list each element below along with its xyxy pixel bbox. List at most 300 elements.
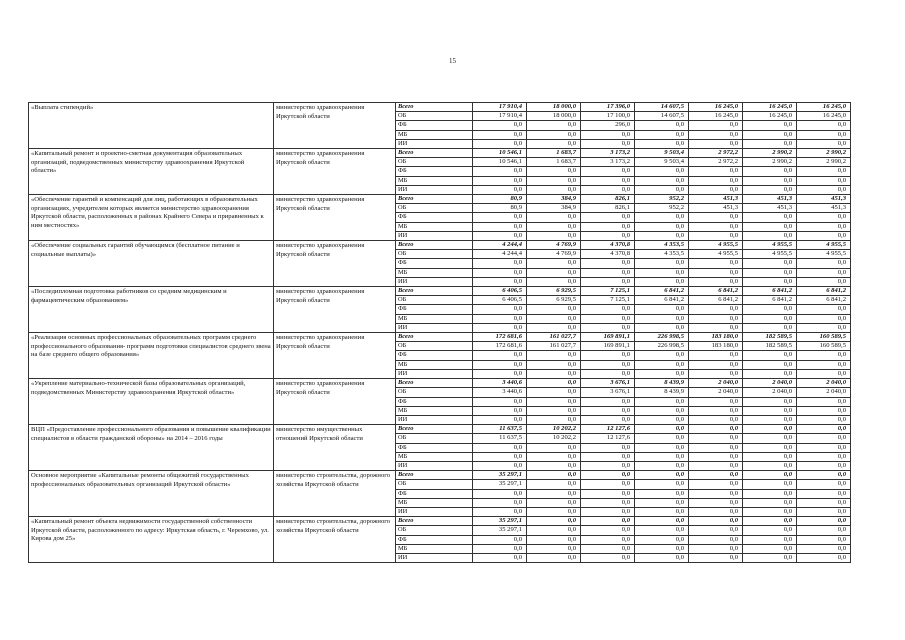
amount-cell: 0,0 — [797, 323, 851, 332]
amount-cell: 0,0 — [527, 443, 581, 452]
amount-cell: 2 040,0 — [689, 379, 743, 388]
amount-cell: 0,0 — [797, 360, 851, 369]
amount-cell: 0,0 — [473, 397, 527, 406]
amount-cell: 0,0 — [581, 526, 635, 535]
amount-cell: 0,0 — [797, 130, 851, 139]
amount-cell: 12 127,6 — [581, 434, 635, 443]
table-row — [29, 471, 851, 480]
amount-cell: 0,0 — [635, 443, 689, 452]
funding-source-cell: ИИ — [396, 461, 473, 470]
amount-cell: 0,0 — [527, 507, 581, 516]
amount-cell: 0,0 — [743, 498, 797, 507]
amount-cell: 0,0 — [635, 553, 689, 562]
funding-source-cell: ФБ — [396, 443, 473, 452]
amount-cell: 0,0 — [743, 176, 797, 185]
executor-cell: министерство здравоохранения Иркутской области — [274, 333, 396, 379]
amount-cell: 0,0 — [635, 323, 689, 332]
amount-cell: 0,0 — [473, 176, 527, 185]
amount-cell: 0,0 — [797, 121, 851, 130]
executor-cell: министерство здравоохранения Иркутской области — [274, 287, 396, 333]
amount-cell: 0,0 — [797, 425, 851, 434]
amount-cell: 0,0 — [743, 139, 797, 148]
amount-cell: 35 297,1 — [473, 517, 527, 526]
amount-cell: 0,0 — [743, 415, 797, 424]
amount-cell: 0,0 — [743, 425, 797, 434]
amount-cell: 0,0 — [635, 471, 689, 480]
amount-cell: 4 955,5 — [743, 250, 797, 259]
amount-cell: 0,0 — [689, 351, 743, 360]
amount-cell: 182 589,5 — [743, 333, 797, 342]
amount-cell: 0,0 — [581, 369, 635, 378]
amount-cell: 0,0 — [743, 277, 797, 286]
amount-cell: 0,0 — [581, 397, 635, 406]
amount-cell: 0,0 — [743, 406, 797, 415]
amount-cell: 10 202,2 — [527, 434, 581, 443]
amount-cell: 0,0 — [635, 397, 689, 406]
amount-cell: 8 439,9 — [635, 379, 689, 388]
funding-source-cell: ФБ — [396, 489, 473, 498]
executor-cell: министерство здравоохранения Иркутской области — [274, 149, 396, 195]
funding-source-cell: ИИ — [396, 323, 473, 332]
amount-cell: 0,0 — [635, 277, 689, 286]
amount-cell: 0,0 — [527, 360, 581, 369]
amount-cell: 16 245,0 — [689, 112, 743, 121]
amount-cell: 826,1 — [581, 195, 635, 204]
executor-cell: министерство строительства, дорожного хозяйства Иркутской области — [274, 471, 396, 517]
amount-cell: 0,0 — [797, 213, 851, 222]
amount-cell: 0,0 — [797, 471, 851, 480]
amount-cell: 0,0 — [473, 489, 527, 498]
amount-cell: 0,0 — [635, 425, 689, 434]
amount-cell: 11 637,5 — [473, 434, 527, 443]
amount-cell: 17 910,4 — [473, 103, 527, 112]
amount-cell: 6 841,2 — [743, 296, 797, 305]
amount-cell: 0,0 — [581, 471, 635, 480]
executor-cell: министерство здравоохранения Иркутской области — [274, 241, 396, 287]
funding-source-cell: МБ — [396, 222, 473, 231]
funding-source-cell: Всего — [396, 379, 473, 388]
amount-cell: 6 841,2 — [743, 287, 797, 296]
amount-cell: 0,0 — [473, 185, 527, 194]
funding-source-cell: ОБ — [396, 388, 473, 397]
amount-cell: 0,0 — [581, 185, 635, 194]
amount-cell: 2 972,2 — [689, 149, 743, 158]
amount-cell: 0,0 — [689, 517, 743, 526]
funding-source-cell: ИИ — [396, 231, 473, 240]
amount-cell: 0,0 — [527, 222, 581, 231]
amount-cell: 0,0 — [689, 535, 743, 544]
amount-cell: 0,0 — [527, 351, 581, 360]
amount-cell: 10 546,1 — [473, 158, 527, 167]
amount-cell: 1 683,7 — [527, 158, 581, 167]
funding-source-cell: Всего — [396, 241, 473, 250]
amount-cell: 169 891,1 — [581, 342, 635, 351]
funding-source-cell: Всего — [396, 333, 473, 342]
amount-cell: 0,0 — [473, 443, 527, 452]
amount-cell: 0,0 — [743, 369, 797, 378]
amount-cell: 0,0 — [743, 517, 797, 526]
amount-cell: 2 040,0 — [689, 388, 743, 397]
amount-cell: 0,0 — [581, 277, 635, 286]
amount-cell: 0,0 — [527, 415, 581, 424]
amount-cell: 0,0 — [635, 121, 689, 130]
amount-cell: 0,0 — [527, 388, 581, 397]
amount-cell: 4 955,5 — [689, 241, 743, 250]
amount-cell: 0,0 — [797, 397, 851, 406]
funding-source-cell: ФБ — [396, 167, 473, 176]
amount-cell: 0,0 — [743, 167, 797, 176]
amount-cell: 0,0 — [473, 351, 527, 360]
amount-cell: 0,0 — [635, 259, 689, 268]
funding-table — [28, 102, 851, 563]
amount-cell: 0,0 — [743, 489, 797, 498]
amount-cell: 0,0 — [689, 452, 743, 461]
amount-cell: 0,0 — [743, 314, 797, 323]
amount-cell: 0,0 — [743, 323, 797, 332]
amount-cell: 0,0 — [689, 176, 743, 185]
amount-cell: 7 125,1 — [581, 296, 635, 305]
amount-cell: 0,0 — [581, 535, 635, 544]
amount-cell: 0,0 — [689, 268, 743, 277]
funding-source-cell: ФБ — [396, 121, 473, 130]
amount-cell: 172 681,6 — [473, 342, 527, 351]
amount-cell: 80,9 — [473, 195, 527, 204]
funding-source-cell: ОБ — [396, 250, 473, 259]
measure-description: «Капитальный ремонт и проектно-сметная документация образовательных организаций, подведомственных министерству здравоохранения Иркутской области» — [29, 149, 274, 195]
amount-cell: 6 841,2 — [689, 287, 743, 296]
amount-cell: 12 127,6 — [581, 425, 635, 434]
funding-source-cell: ФБ — [396, 259, 473, 268]
funding-source-cell: ФБ — [396, 397, 473, 406]
amount-cell: 2 990,2 — [797, 158, 851, 167]
amount-cell: 0,0 — [527, 323, 581, 332]
amount-cell: 160 589,5 — [797, 342, 851, 351]
amount-cell: 0,0 — [527, 526, 581, 535]
amount-cell: 6 406,5 — [473, 287, 527, 296]
funding-source-cell: МБ — [396, 268, 473, 277]
amount-cell: 2 040,0 — [743, 379, 797, 388]
amount-cell: 4 370,8 — [581, 241, 635, 250]
funding-source-cell: Всего — [396, 287, 473, 296]
amount-cell: 226 998,5 — [635, 333, 689, 342]
amount-cell: 0,0 — [473, 259, 527, 268]
amount-cell: 0,0 — [797, 517, 851, 526]
amount-cell: 0,0 — [689, 434, 743, 443]
amount-cell: 0,0 — [581, 415, 635, 424]
amount-cell: 3 173,2 — [581, 149, 635, 158]
amount-cell: 0,0 — [797, 489, 851, 498]
amount-cell: 0,0 — [797, 139, 851, 148]
amount-cell: 0,0 — [635, 480, 689, 489]
amount-cell: 0,0 — [743, 130, 797, 139]
amount-cell: 0,0 — [527, 489, 581, 498]
funding-source-cell: Всего — [396, 425, 473, 434]
amount-cell: 0,0 — [635, 489, 689, 498]
amount-cell: 0,0 — [527, 213, 581, 222]
amount-cell: 0,0 — [743, 121, 797, 130]
amount-cell: 0,0 — [743, 305, 797, 314]
amount-cell: 0,0 — [635, 517, 689, 526]
amount-cell: 0,0 — [635, 415, 689, 424]
amount-cell: 0,0 — [527, 167, 581, 176]
amount-cell: 0,0 — [581, 259, 635, 268]
table-row — [29, 425, 851, 434]
amount-cell: 0,0 — [689, 259, 743, 268]
amount-cell: 0,0 — [635, 360, 689, 369]
amount-cell: 0,0 — [527, 314, 581, 323]
funding-source-cell: Всего — [396, 471, 473, 480]
amount-cell: 0,0 — [581, 553, 635, 562]
amount-cell: 0,0 — [689, 130, 743, 139]
amount-cell: 0,0 — [797, 406, 851, 415]
amount-cell: 0,0 — [473, 461, 527, 470]
amount-cell: 0,0 — [689, 369, 743, 378]
amount-cell: 0,0 — [743, 480, 797, 489]
funding-source-cell: ОБ — [396, 112, 473, 121]
amount-cell: 826,1 — [581, 204, 635, 213]
amount-cell: 0,0 — [581, 452, 635, 461]
amount-cell: 0,0 — [473, 167, 527, 176]
amount-cell: 0,0 — [473, 213, 527, 222]
amount-cell: 17 910,4 — [473, 112, 527, 121]
amount-cell: 2 990,2 — [797, 149, 851, 158]
amount-cell: 0,0 — [635, 314, 689, 323]
amount-cell: 4 353,5 — [635, 250, 689, 259]
funding-source-cell: Всего — [396, 149, 473, 158]
funding-source-cell: ОБ — [396, 480, 473, 489]
amount-cell: 0,0 — [581, 213, 635, 222]
amount-cell: 0,0 — [689, 461, 743, 470]
funding-source-cell: МБ — [396, 544, 473, 553]
amount-cell: 6 841,2 — [689, 296, 743, 305]
amount-cell: 160 589,5 — [797, 333, 851, 342]
amount-cell: 0,0 — [797, 314, 851, 323]
amount-cell: 0,0 — [581, 231, 635, 240]
amount-cell: 161 027,7 — [527, 342, 581, 351]
amount-cell: 2 972,2 — [689, 158, 743, 167]
measure-description: «Обеспечение гарантий и компенсаций для лиц, работающих в образовательных организациях, учредителем которых является министерство здравоохранения Иркутской области, расположенных в районах Крайнего Севера и приравненных к ним местностях» — [29, 195, 274, 241]
amount-cell: 451,3 — [689, 204, 743, 213]
amount-cell: 0,0 — [689, 213, 743, 222]
amount-cell: 0,0 — [581, 222, 635, 231]
amount-cell: 0,0 — [743, 434, 797, 443]
amount-cell: 2 040,0 — [797, 388, 851, 397]
amount-cell: 0,0 — [581, 305, 635, 314]
amount-cell: 6 406,5 — [473, 296, 527, 305]
amount-cell: 0,0 — [797, 452, 851, 461]
amount-cell: 4 955,5 — [689, 250, 743, 259]
amount-cell: 0,0 — [743, 213, 797, 222]
amount-cell: 0,0 — [689, 167, 743, 176]
amount-cell: 0,0 — [797, 535, 851, 544]
funding-source-cell: Всего — [396, 103, 473, 112]
amount-cell: 0,0 — [743, 507, 797, 516]
amount-cell: 0,0 — [581, 167, 635, 176]
amount-cell: 0,0 — [689, 480, 743, 489]
amount-cell: 0,0 — [527, 544, 581, 553]
amount-cell: 0,0 — [689, 471, 743, 480]
amount-cell: 0,0 — [797, 176, 851, 185]
amount-cell: 0,0 — [581, 461, 635, 470]
amount-cell: 0,0 — [635, 185, 689, 194]
amount-cell: 0,0 — [581, 176, 635, 185]
amount-cell: 0,0 — [527, 268, 581, 277]
amount-cell: 0,0 — [797, 305, 851, 314]
measure-description: Основное мероприятие «Капитальные ремонты общежитий государственных профессиональных образовательных организаций Иркутской области» — [29, 471, 274, 517]
amount-cell: 0,0 — [473, 406, 527, 415]
amount-cell: 183 180,0 — [689, 333, 743, 342]
amount-cell: 0,0 — [797, 443, 851, 452]
amount-cell: 0,0 — [635, 406, 689, 415]
amount-cell: 0,0 — [689, 305, 743, 314]
amount-cell: 0,0 — [689, 139, 743, 148]
amount-cell: 0,0 — [689, 231, 743, 240]
amount-cell: 17 396,0 — [581, 103, 635, 112]
measure-description: «Капитальный ремонт объекта недвижимости государственной собственности Иркутской области, расположенного по адресу: Иркутская область, г. Черемхово, ул. Кирова дом 25» — [29, 517, 274, 563]
amount-cell: 0,0 — [635, 526, 689, 535]
amount-cell: 384,9 — [527, 204, 581, 213]
amount-cell: 18 000,0 — [527, 103, 581, 112]
amount-cell: 0,0 — [635, 544, 689, 553]
amount-cell: 0,0 — [473, 231, 527, 240]
amount-cell: 0,0 — [527, 259, 581, 268]
amount-cell: 0,0 — [527, 471, 581, 480]
funding-source-cell: ИИ — [396, 139, 473, 148]
amount-cell: 0,0 — [635, 461, 689, 470]
amount-cell: 9 503,4 — [635, 149, 689, 158]
table-row — [29, 195, 851, 204]
amount-cell: 0,0 — [689, 415, 743, 424]
amount-cell: 3 676,1 — [581, 388, 635, 397]
amount-cell: 0,0 — [635, 507, 689, 516]
amount-cell: 0,0 — [797, 259, 851, 268]
amount-cell: 4 353,5 — [635, 241, 689, 250]
amount-cell: 6 841,2 — [797, 296, 851, 305]
amount-cell: 0,0 — [527, 231, 581, 240]
amount-cell: 182 589,5 — [743, 342, 797, 351]
amount-cell: 0,0 — [689, 222, 743, 231]
amount-cell: 0,0 — [635, 139, 689, 148]
amount-cell: 0,0 — [689, 323, 743, 332]
funding-source-cell: МБ — [396, 406, 473, 415]
amount-cell: 0,0 — [473, 360, 527, 369]
amount-cell: 296,0 — [581, 121, 635, 130]
amount-cell: 384,9 — [527, 195, 581, 204]
amount-cell: 172 681,6 — [473, 333, 527, 342]
amount-cell: 0,0 — [473, 139, 527, 148]
amount-cell: 451,3 — [743, 195, 797, 204]
amount-cell: 0,0 — [743, 452, 797, 461]
amount-cell: 0,0 — [473, 535, 527, 544]
amount-cell: 0,0 — [473, 268, 527, 277]
amount-cell: 183 180,0 — [689, 342, 743, 351]
amount-cell: 0,0 — [581, 489, 635, 498]
amount-cell: 0,0 — [527, 277, 581, 286]
amount-cell: 0,0 — [743, 443, 797, 452]
amount-cell: 6 841,2 — [635, 296, 689, 305]
amount-cell: 952,2 — [635, 195, 689, 204]
table-row — [29, 241, 851, 250]
amount-cell: 0,0 — [473, 369, 527, 378]
amount-cell: 0,0 — [797, 369, 851, 378]
measure-description: «Последипломная подготовка работников со средним медицинским и фармацевтическим образованием» — [29, 287, 274, 333]
amount-cell: 0,0 — [743, 231, 797, 240]
amount-cell: 0,0 — [473, 121, 527, 130]
executor-cell: министерство здравоохранения Иркутской области — [274, 195, 396, 241]
amount-cell: 0,0 — [689, 425, 743, 434]
amount-cell: 0,0 — [527, 535, 581, 544]
amount-cell: 0,0 — [689, 498, 743, 507]
amount-cell: 0,0 — [689, 544, 743, 553]
amount-cell: 0,0 — [689, 277, 743, 286]
amount-cell: 0,0 — [689, 526, 743, 535]
amount-cell: 0,0 — [473, 277, 527, 286]
amount-cell: 0,0 — [473, 507, 527, 516]
amount-cell: 0,0 — [527, 553, 581, 562]
amount-cell: 0,0 — [527, 517, 581, 526]
funding-source-cell: ОБ — [396, 434, 473, 443]
amount-cell: 451,3 — [797, 195, 851, 204]
amount-cell: 0,0 — [689, 121, 743, 130]
funding-source-cell: ИИ — [396, 277, 473, 286]
funding-source-cell: ФБ — [396, 213, 473, 222]
funding-source-cell: МБ — [396, 130, 473, 139]
amount-cell: 4 769,9 — [527, 241, 581, 250]
amount-cell: 9 503,4 — [635, 158, 689, 167]
amount-cell: 0,0 — [527, 185, 581, 194]
amount-cell: 0,0 — [527, 379, 581, 388]
amount-cell: 0,0 — [635, 369, 689, 378]
amount-cell: 0,0 — [581, 406, 635, 415]
funding-source-cell: МБ — [396, 176, 473, 185]
amount-cell: 0,0 — [689, 406, 743, 415]
amount-cell: 4 370,8 — [581, 250, 635, 259]
amount-cell: 0,0 — [635, 167, 689, 176]
amount-cell: 16 245,0 — [743, 112, 797, 121]
amount-cell: 0,0 — [527, 480, 581, 489]
amount-cell: 0,0 — [689, 507, 743, 516]
amount-cell: 0,0 — [743, 360, 797, 369]
page-number: 15 — [449, 57, 456, 65]
amount-cell: 11 637,5 — [473, 425, 527, 434]
funding-source-cell: Всего — [396, 517, 473, 526]
amount-cell: 4 955,5 — [743, 241, 797, 250]
amount-cell: 0,0 — [743, 553, 797, 562]
amount-cell: 0,0 — [743, 471, 797, 480]
funding-source-cell: ОБ — [396, 204, 473, 213]
amount-cell: 7 125,1 — [581, 287, 635, 296]
funding-source-cell: МБ — [396, 498, 473, 507]
funding-source-cell: Всего — [396, 195, 473, 204]
amount-cell: 0,0 — [527, 176, 581, 185]
amount-cell: 2 990,2 — [743, 158, 797, 167]
amount-cell: 0,0 — [527, 406, 581, 415]
amount-cell: 0,0 — [689, 443, 743, 452]
amount-cell: 0,0 — [743, 222, 797, 231]
amount-cell: 0,0 — [635, 130, 689, 139]
amount-cell: 952,2 — [635, 204, 689, 213]
amount-cell: 6 841,2 — [635, 287, 689, 296]
amount-cell: 0,0 — [797, 415, 851, 424]
amount-cell: 0,0 — [689, 314, 743, 323]
amount-cell: 2 990,2 — [743, 149, 797, 158]
amount-cell: 0,0 — [743, 185, 797, 194]
amount-cell: 0,0 — [581, 268, 635, 277]
amount-cell: 0,0 — [527, 121, 581, 130]
amount-cell: 0,0 — [527, 130, 581, 139]
amount-cell: 1 683,7 — [527, 149, 581, 158]
measure-description: ВЦП «Предоставление профессионального образования и повышение квалификации специалистов в области гражданской обороны» на 2014 – 2016 годы — [29, 425, 274, 471]
